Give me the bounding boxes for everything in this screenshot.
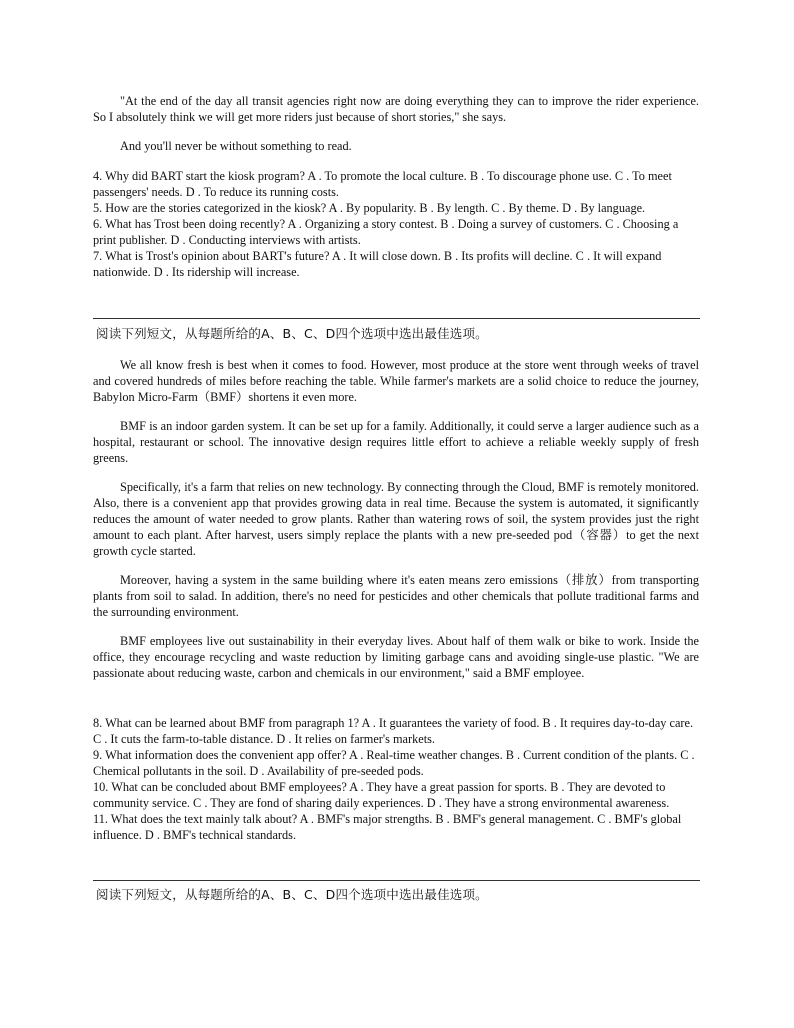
passage-paragraph: "At the end of the day all transit agencies right now are doing everything they can to improve the rider experience. So I absolutely think we will get more riders just because of short stories," she says.	[93, 94, 699, 124]
passage-paragraph: And you'll never be without something to read.	[120, 139, 352, 153]
passage-paragraph: BMF is an indoor garden system. It can be set up for a family. Additionally, it could serve a larger audience such as a hospital, restaurant or school. The innovative design requires little effort to achieve a reliable weekly supply of fresh greens.	[93, 419, 699, 465]
question-list	[93, 168, 699, 280]
section-divider	[93, 880, 700, 881]
question-item: 6. What has Trost been doing recently? A . Organizing a story contest. B . Doing a survey of customers. C . Choosing a print publisher. D . Conducting interviews with artists.	[93, 217, 679, 247]
question-item: 9. What information does the convenient app offer? A . Real-time weather changes. B . Current condition of the plants. C . Chemical pollutants in the soil. D . Availability of pre-seeded pods.	[93, 748, 695, 778]
section-instruction: 阅读下列短文，从每题所给的A、B、C、D四个选项中选出最佳选项。	[96, 887, 488, 902]
question-item: 11. What does the text mainly talk about? A . BMF's major strengths. B . BMF's general management. C . BMF's global influence. D . BMF's technical standards.	[93, 812, 682, 842]
passage-paragraph: We all know fresh is best when it comes to food. However, most produce at the store went through weeks of travel and covered hundreds of miles before reaching the table. While farmer's markets are a solid choice to reduce the journey, Babylon Micro-Farm（BMF）shortens it even more.	[93, 358, 699, 404]
question-item: 4. Why did BART start the kiosk program? A . To promote the local culture. B . To discourage phone use. C . To meet passengers' needs. D . To reduce its running costs.	[93, 169, 672, 199]
question-item: 8. What can be learned about BMF from paragraph 1? A . It guarantees the variety of food. B . It requires day-to-day care. C . It cuts the farm-to-table distance. D . It relies on farmer's markets.	[93, 716, 694, 746]
question-item: 10. What can be concluded about BMF employees? A . They have a great passion for sports. B . They are devoted to community service. C . They are fond of sharing daily experiences. D . They have a strong environmental awareness.	[93, 780, 670, 810]
passage-paragraph: Moreover, having a system in the same building where it's eaten means zero emissions（排放）from transporting plants from soil to salad. In addition, there's no need for pesticides and other chemicals that pollute traditional farms and the surrounding environment.	[93, 573, 699, 619]
question-item: 7. What is Trost's opinion about BART's future? A . It will close down. B . Its profits will decline. C . It will expand nationwide. D . Its ridership will increase.	[93, 249, 662, 279]
passage-paragraph: BMF employees live out sustainability in their everyday lives. About half of them walk or bike to work. Inside the office, they encourage recycling and waste reduction by limiting garbage cans and avoiding single-use plastic. "We are passionate about reducing waste, carbon and chemicals in our environment," said a BMF employee.	[93, 634, 699, 680]
question-list	[93, 715, 699, 843]
section-divider	[93, 318, 700, 319]
reading-passage	[93, 357, 699, 681]
passage-ending	[93, 93, 699, 154]
passage-paragraph: Specifically, it's a farm that relies on new technology. By connecting through the Cloud, BMF is remotely monitored. Also, there is a convenient app that provides growing data in real time. Because the system is automated, it significantly reduces the amount of water needed to grow plants. Rather than watering rows of soil, the system provides just the right amount to each plant. After harvest, users simply replace the plants with a new pre-seeded pod（容器）to get the next growth cycle started.	[93, 480, 699, 558]
question-item: 5. How are the stories categorized in the kiosk? A . By popularity. B . By length. C . By theme. D . By language.	[93, 201, 646, 215]
section-instruction: 阅读下列短文，从每题所给的A、B、C、D四个选项中选出最佳选项。	[96, 326, 488, 341]
